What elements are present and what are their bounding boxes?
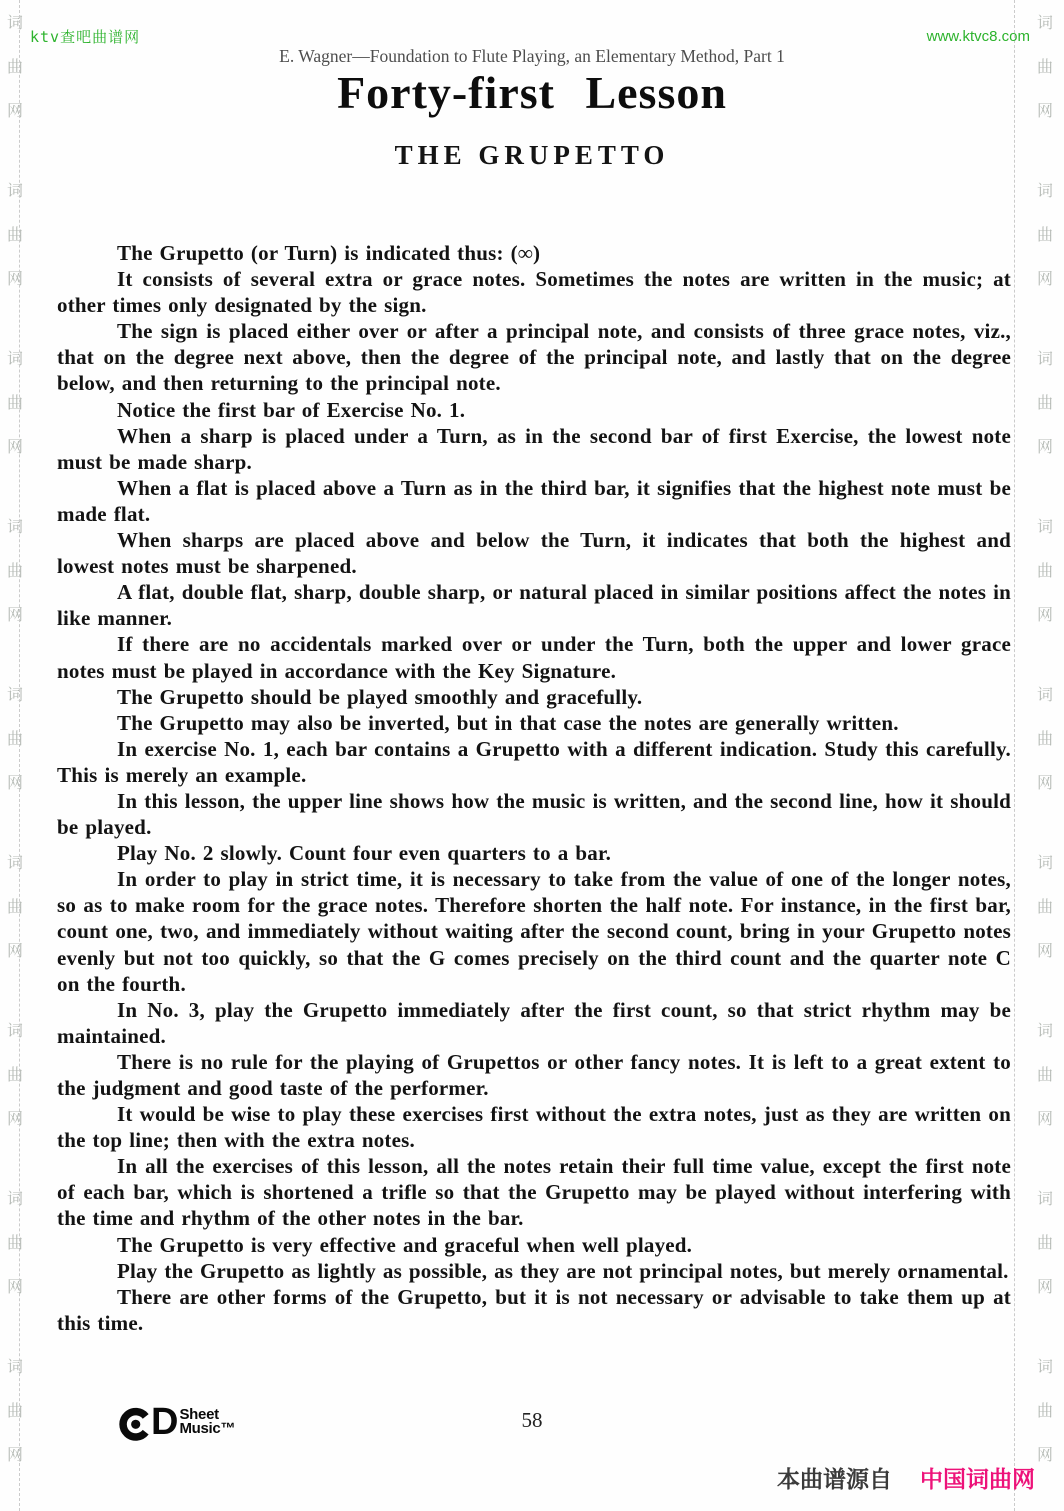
paragraph: In No. 3, play the Grupetto immediately after the first count, so that strict rhythm may be maintained.: [57, 997, 1011, 1048]
side-watermark-group: [1037, 1010, 1053, 1142]
side-watermark-char: 词: [6, 687, 23, 704]
side-watermark-char: 网: [1036, 103, 1053, 120]
side-watermark-char: 网: [6, 1111, 23, 1128]
side-watermark-char: 曲: [1036, 395, 1053, 412]
side-watermark-char: 词: [6, 1359, 23, 1376]
side-watermark-char: 网: [6, 775, 23, 792]
cd-logo-line2: Music™: [179, 1419, 236, 1437]
side-watermark-char: 词: [1036, 855, 1053, 872]
side-watermark-char: 网: [1036, 1447, 1053, 1464]
side-watermark-char: 网: [6, 271, 23, 288]
watermark-top-left: ktv查吧曲谱网: [30, 28, 141, 46]
paragraph: When a flat is placed above a Turn as in the third bar, it signifies that the highest note must be made flat.: [57, 475, 1011, 526]
side-watermark-char: 网: [6, 1279, 23, 1296]
paragraph: It would be wise to play these exercises first without the extra notes, just as they are written on the top line; then with the extra notes.: [57, 1102, 1011, 1153]
side-watermark-char: 词: [1036, 15, 1053, 32]
cd-logo-line1: Sheet: [179, 1406, 219, 1423]
side-watermark-char: 词: [6, 855, 23, 872]
side-watermark-char: 词: [1036, 351, 1053, 368]
side-watermark-char: 曲: [6, 395, 23, 412]
side-watermark-char: 词: [1036, 1023, 1053, 1040]
side-watermark-char: 网: [1036, 1111, 1053, 1128]
side-watermark-char: 网: [6, 943, 23, 960]
side-watermark-char: 网: [1036, 607, 1053, 624]
side-watermark-char: 曲: [1036, 731, 1053, 748]
side-watermark-char: 曲: [6, 1403, 23, 1420]
side-watermark-char: 词: [6, 1023, 23, 1040]
side-watermark-char: 词: [1036, 183, 1053, 200]
side-watermark-char: 词: [6, 519, 23, 536]
side-watermark-char: 曲: [1036, 1403, 1053, 1420]
side-watermark-group: [7, 1010, 23, 1142]
side-watermark-group: [1037, 338, 1053, 470]
side-watermark-char: 网: [1036, 439, 1053, 456]
paragraph: The sign is placed either over or after a principal note, and consists of three grace notes, viz., that on the degree next above, then the degree of the principal note, and lastly that on the degree below, and then returning to the principal note.: [57, 319, 1011, 396]
watermark-bottom: [777, 1461, 1035, 1494]
paragraph: Play No. 2 slowly. Count four even quarters to a bar.: [117, 841, 612, 866]
side-watermark-group: [7, 170, 23, 302]
side-watermark-char: 网: [6, 1447, 23, 1464]
running-title: E. Wagner—Foundation to Flute Playing, an Elementary Method, Part 1: [279, 46, 785, 66]
side-watermark-char: 词: [1036, 687, 1053, 704]
side-watermark-char: 曲: [6, 899, 23, 916]
side-watermark-group: [1037, 842, 1053, 974]
paragraph: In this lesson, the upper line shows how the music is written, and the second line, how it should be played.: [57, 788, 1011, 840]
side-watermark-char: 曲: [1036, 563, 1053, 580]
side-watermark-char: 曲: [1036, 1067, 1053, 1084]
side-watermark-char: 词: [1036, 519, 1053, 536]
lesson-subtitle: THE GRUPETTO: [394, 140, 670, 170]
side-watermark-char: 网: [1036, 1279, 1053, 1296]
side-watermark-char: 词: [1036, 1359, 1053, 1376]
paragraph: A flat, double flat, sharp, double sharp, or natural placed in similar positions affect the notes in like manner.: [57, 580, 1011, 631]
paragraph: It consists of several extra or grace notes. Sometimes the notes are written in the music; at other times only designated by the sign.: [57, 267, 1011, 318]
side-watermark-char: 曲: [6, 1235, 23, 1252]
paragraph: There is no rule for the playing of Grupettos or other fancy notes. It is left to a great extent to the judgment and good taste of the performer.: [57, 1049, 1011, 1100]
watermark-top-right: www.ktvc8.com: [926, 28, 1030, 45]
side-watermark-char: 网: [6, 103, 23, 120]
side-watermark-group: [1037, 674, 1053, 806]
lesson-text: [57, 240, 1011, 1336]
paragraph: The Grupetto should be played smoothly and gracefully.: [117, 684, 643, 709]
side-watermark-char: 词: [6, 183, 23, 200]
side-watermark-char: 网: [6, 607, 23, 624]
paragraph: When sharps are placed above and below the Turn, it indicates that both the highest and lowest notes must be sharpened.: [57, 528, 1011, 579]
paragraph: Notice the first bar of Exercise No. 1.: [117, 397, 466, 422]
side-watermark-char: 曲: [1036, 1235, 1053, 1252]
side-watermark-char: 曲: [6, 731, 23, 748]
side-watermark-char: 网: [6, 439, 23, 456]
side-watermark-char: 曲: [6, 59, 23, 76]
side-watermark-char: 网: [1036, 271, 1053, 288]
side-watermark-char: 网: [1036, 943, 1053, 960]
side-watermark-char: 词: [6, 1191, 23, 1208]
left-dashed-line: [19, 0, 20, 1511]
paragraph: Play the Grupetto as lightly as possible, as they are not principal notes, but merely ornamental.: [117, 1258, 1009, 1283]
side-watermark-group: [1037, 170, 1053, 302]
side-watermark-group: [7, 506, 23, 638]
side-watermark-group: [7, 842, 23, 974]
side-watermark-char: 曲: [1036, 59, 1053, 76]
left-watermark-strip: [2, 2, 28, 1511]
page-number: 58: [521, 1408, 543, 1432]
side-watermark-char: 词: [1036, 1191, 1053, 1208]
paragraph: In all the exercises of this lesson, all the notes retain their full time value, except the first note of each bar, which is shortened a trifle so that the Grupetto may be played without interfering with the time and rhythm of the other notes in the bar.: [57, 1154, 1011, 1231]
cd-logo-letter-d: D: [151, 1401, 178, 1443]
watermark-bottom-prefix: 本曲谱源自: [777, 1466, 892, 1492]
side-watermark-char: 曲: [6, 227, 23, 244]
paragraph: In exercise No. 1, each bar contains a Grupetto with a different indication. Study this carefully. This is merely an example.: [57, 736, 1011, 787]
watermark-bottom-site: 中国词曲网: [920, 1466, 1035, 1492]
paragraph: In order to play in strict time, it is necessary to take from the value of one of the longer notes, so as to make room for the grace notes. Therefore shorten the half note. For instance, in the first bar, count one, two, and immediately without waiting after the second count, bring in your Grupetto notes evenly but not too quickly, so that the G comes precisely on the third count and the quarter note C on the fourth.: [57, 867, 1011, 996]
side-watermark-char: 曲: [1036, 899, 1053, 916]
side-watermark-char: 网: [1036, 775, 1053, 792]
paragraph: There are other forms of the Grupetto, but it is not necessary or advisable to take them up at this time.: [57, 1284, 1011, 1335]
paragraph: If there are no accidentals marked over or under the Turn, both the upper and lower grace notes must be played in accordance with the Key Signature.: [57, 632, 1011, 683]
side-watermark-char: 词: [6, 351, 23, 368]
paragraph: The Grupetto may also be inverted, but in that case the notes are generally written.: [117, 710, 899, 735]
side-watermark-group: [7, 674, 23, 806]
side-watermark-group: [7, 338, 23, 470]
paragraph: When a sharp is placed under a Turn, as in the second bar of first Exercise, the lowest note must be made sharp.: [57, 423, 1011, 474]
side-watermark-char: 曲: [6, 1067, 23, 1084]
side-watermark-char: 词: [6, 15, 23, 32]
side-watermark-group: [1037, 506, 1053, 638]
side-watermark-char: 曲: [6, 563, 23, 580]
right-dashed-line: [1014, 0, 1015, 1511]
side-watermark-group: [7, 1178, 23, 1310]
right-watermark-strip: [1032, 2, 1058, 1511]
lesson-title: Forty-first Lesson: [337, 67, 727, 118]
side-watermark-group: [1037, 1178, 1053, 1310]
side-watermark-char: 曲: [1036, 227, 1053, 244]
paragraph: The Grupetto is very effective and graceful when well played.: [117, 1232, 693, 1257]
paragraph: The Grupetto (or Turn) is indicated thus: (∞): [117, 241, 541, 265]
